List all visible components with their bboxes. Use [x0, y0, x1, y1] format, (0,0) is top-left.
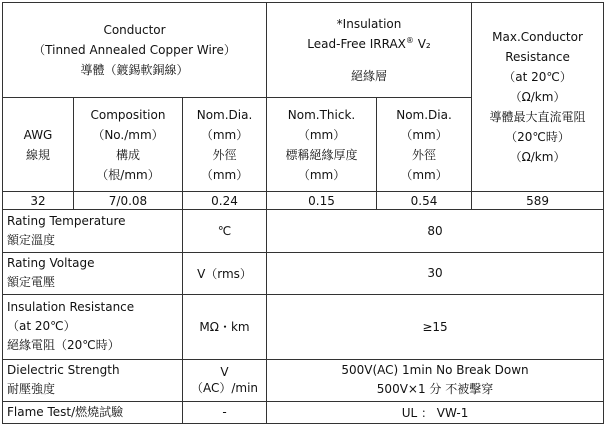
thickness-value: 0.15 — [267, 192, 377, 210]
conductor-header — [3, 3, 267, 98]
dielectric-strength-unit: V（AC）/min — [183, 359, 267, 401]
awg-header-zh: 線規 — [25, 147, 50, 162]
rating-voltage-row — [3, 252, 604, 294]
rating-temperature-row — [3, 210, 604, 252]
thickness-header-line1: Nom.Thick. — [287, 107, 356, 122]
rating-voltage-value: 30 — [267, 252, 604, 294]
dielectric-strength-row — [3, 359, 604, 401]
insulation-header-title: *Insulation — [336, 16, 402, 31]
insulation-dia-header-line2: （mm） — [400, 127, 448, 142]
rating-voltage-label-en: Rating Voltage — [7, 256, 95, 271]
wire-spec-table — [2, 2, 604, 424]
insulation-resistance-row — [3, 295, 604, 359]
conductor-dia-header-line3: 外徑 — [212, 147, 237, 162]
insulation-resistance-unit: MΩ・km — [183, 295, 267, 359]
flame-test-value: UL ： VW-1 — [267, 401, 604, 423]
insulation-header-material: Lead-Free IRRAX® V₂ — [307, 35, 431, 51]
awg-header — [3, 97, 74, 192]
thickness-header-line2: （mm） — [297, 127, 346, 142]
resistance-header-line4: （Ω/km） — [509, 90, 566, 105]
insulation-dia-header — [377, 97, 472, 192]
dielectric-strength-label — [3, 359, 183, 401]
conductor-header-zh: 導體（鍍錫軟銅線） — [80, 62, 189, 77]
composition-header — [74, 97, 183, 192]
conductor-header-title: Conductor — [103, 22, 166, 37]
resistance-header-line2: Resistance — [505, 50, 570, 65]
thickness-header-line3: 標稱絕緣厚度 — [285, 147, 358, 162]
rating-temperature-label-en: Rating Temperature — [7, 214, 126, 229]
insulation-header-zh: 絕緣層 — [351, 68, 388, 83]
insulation-resistance-label-temp: （at 20℃） — [7, 319, 76, 334]
resistance-header — [472, 3, 604, 192]
resistance-header-line1: Max.Conductor — [492, 30, 583, 45]
thickness-header — [267, 97, 377, 192]
dielectric-strength-value — [267, 359, 604, 401]
resistance-header-line3: （at 20℃） — [503, 70, 572, 85]
rating-voltage-label — [3, 252, 183, 294]
resistance-header-line5: 導體最大直流電阻 — [489, 110, 586, 125]
composition-header-line4: （根/mm） — [96, 167, 160, 182]
insulation-dia-header-line1: Nom.Dia. — [396, 107, 452, 122]
dielectric-strength-value-en: 500V(AC) 1min No Break Down — [341, 363, 529, 378]
resistance-value: 589 — [472, 192, 604, 210]
insulation-dia-header-line4: （mm） — [400, 167, 448, 182]
insulation-header — [267, 3, 472, 98]
composition-value: 7/0.08 — [74, 192, 183, 210]
conductor-header-material: （Tinned Annealed Copper Wire） — [33, 42, 236, 57]
conductor-dia-header-line2: （mm） — [200, 127, 249, 142]
flame-test-row — [3, 401, 604, 423]
dielectric-strength-value-zh: 500V×1 分 不被擊穿 — [376, 382, 494, 397]
flame-test-unit: - — [183, 401, 267, 423]
rating-voltage-label-zh: 額定電壓 — [7, 275, 56, 290]
rating-temperature-label — [3, 210, 183, 252]
insulation-resistance-label-en: Insulation Resistance — [7, 300, 135, 315]
flame-test-label: Flame Test/燃燒試驗 — [3, 401, 183, 423]
composition-header-line2: （No./mm） — [92, 127, 164, 142]
resistance-header-line6: （20℃時） — [505, 130, 570, 145]
composition-header-line1: Composition — [90, 107, 166, 122]
conductor-dia-header-line1: Nom.Dia. — [196, 107, 253, 122]
dielectric-strength-label-en: Dielectric Strength — [7, 363, 120, 378]
data-row — [3, 192, 604, 210]
insulation-dia-header-line3: 外徑 — [412, 147, 437, 162]
insulation-resistance-value: ≥15 — [267, 295, 604, 359]
insulation-resistance-label-zh: 絕緣電阻（20℃時） — [7, 338, 120, 353]
conductor-dia-value: 0.24 — [183, 192, 267, 210]
composition-header-line3: 構成 — [115, 147, 140, 162]
conductor-dia-header — [183, 97, 267, 192]
thickness-header-line4: （mm） — [297, 167, 346, 182]
insulation-dia-value: 0.54 — [377, 192, 472, 210]
awg-header-en: AWG — [23, 127, 53, 142]
insulation-resistance-label — [3, 295, 183, 359]
rating-voltage-unit: V（rms） — [183, 252, 267, 294]
awg-value: 32 — [3, 192, 74, 210]
rating-temperature-unit: ℃ — [183, 210, 267, 252]
rating-temperature-label-zh: 額定溫度 — [7, 233, 56, 248]
rating-temperature-value: 80 — [267, 210, 604, 252]
resistance-header-line7: （Ω/km） — [509, 150, 566, 165]
dielectric-strength-label-zh: 耐壓強度 — [7, 382, 56, 397]
conductor-dia-header-line4: （mm） — [200, 167, 249, 182]
